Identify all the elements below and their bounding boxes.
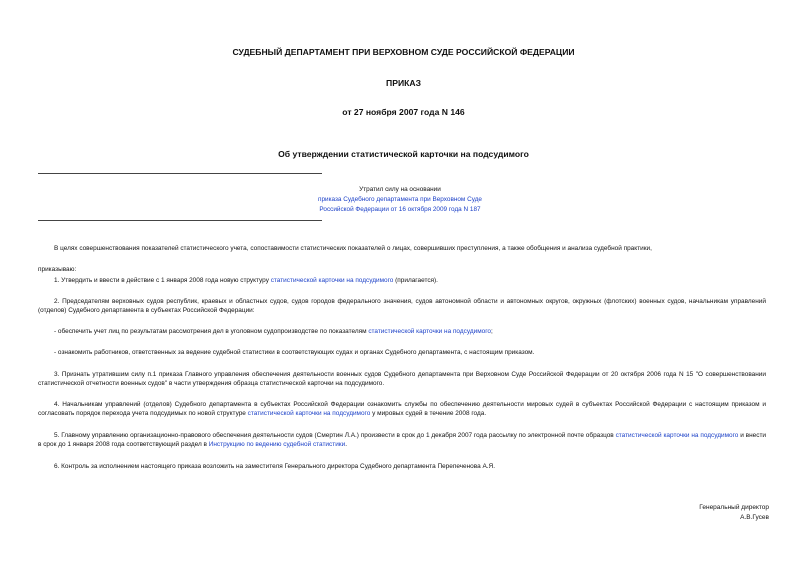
p1-text: 1. Утвердить и ввести в действие с 1 января 2008 года новую структуру [54, 277, 271, 284]
instruction-link[interactable]: Инструкцию по ведению судебной статистики [208, 441, 346, 449]
paragraph-3: 3. Признать утратившим силу п.1 приказа Главного управления обеспечения деятельности военных судов Судебного департамента при Верховном Суде Российской Федерации от 20 октября 2006 года N 15 "О совершенствовании статистической отчетности военных судов" в части утверждения образца статистической карточки на подсудимого. [38, 371, 766, 388]
status-note [300, 185, 500, 215]
p5-text-end: . [345, 441, 347, 449]
p5-text-mid: и внести в срок до 1 января 2008 года соответствующий раздел в [38, 432, 766, 449]
bottom-divider [38, 220, 322, 221]
top-divider [38, 173, 322, 174]
paragraph-6: 6. Контроль за исполнением настоящего приказа возложить на заместителя Генерального директора Судебного департамента Перепеченова А.Я. [54, 463, 495, 470]
date-line: от 27 ноября 2007 года N 146 [342, 107, 465, 117]
p5-text: 5. Главному управлению организационно-правового обеспечения деятельности судов (Смертин Л.А.) произвести в срок до 1 декабря 2007 года рассылку по электронной почте образцов [54, 432, 616, 439]
doc-type-heading: ПРИКАЗ [386, 78, 421, 88]
paragraph-2b: - ознакомить работников, ответственных за ведение судебной статистики в соответствующих судах и органах Судебного департамента, с настоящим приказом. [54, 349, 535, 356]
p4-text: 4. Начальникам управлений (отделов) Судебного департамента в субъектах Российской Федерации ознакомить службы по обеспечению деятельности мировых судей в субъектах Российской Федерации с настоящим приказом и согласовать порядок перехода учета подсудимых по новой структуре [38, 401, 766, 418]
signature-title: Генеральный директор [699, 504, 769, 511]
repeal-order-link-line2[interactable]: Российской Федерации от 16 октября 2009 года N 187 [319, 206, 481, 213]
paragraph-1 [38, 276, 766, 285]
paragraph-2a [38, 327, 766, 336]
p1-text-end: (прилагается). [393, 277, 438, 284]
org-heading: СУДЕБНЫЙ ДЕПАРТАМЕНТ ПРИ ВЕРХОВНОМ СУДЕ РОССИЙСКОЙ ФЕДЕРАЦИИ [232, 47, 575, 57]
paragraph-4 [38, 400, 766, 418]
paragraph-2: 2. Председателям верховных судов республик, краевых и областных судов, судов городов федерального значения, судов автономной области и автономных округов, окружных (флотских) военных судов, начальникам управлений (отделов) Судебного департамента в субъектах Российской Федерации: [38, 298, 766, 315]
card-link-4[interactable]: статистической карточки на подсудимого [615, 432, 739, 439]
p4-text-end: у мировых судей в течение 2008 года. [370, 410, 487, 418]
signature-name: А.В.Гусев [740, 513, 769, 521]
card-link-2[interactable]: статистической карточки на подсудимого [368, 328, 491, 335]
status-note-text: Утратил силу на основании [359, 186, 441, 193]
p2a-text: - обеспечить учет лиц по результатам рассмотрения дел в уголовном судопроизводстве по показателям [54, 328, 369, 335]
order-word: приказываю: [38, 266, 77, 273]
repeal-order-link-line1[interactable]: приказа Судебного департамента при Верховном Суде [318, 196, 482, 203]
intro-paragraph: В целях совершенствования показателей статистического учета, сопоставимости статистических показателей о лицах, совершивших преступления, а также обобщения и анализа судебной практики, [54, 245, 652, 252]
subject-heading: Об утверждении статистической карточки на подсудимого [278, 149, 529, 159]
p2a-text-end: ; [491, 328, 493, 335]
paragraph-5 [38, 431, 766, 449]
signature-block [699, 503, 769, 522]
card-link-3[interactable]: статистической карточки на подсудимого [247, 410, 371, 418]
card-link-1[interactable]: статистической карточки на подсудимого [270, 277, 394, 284]
